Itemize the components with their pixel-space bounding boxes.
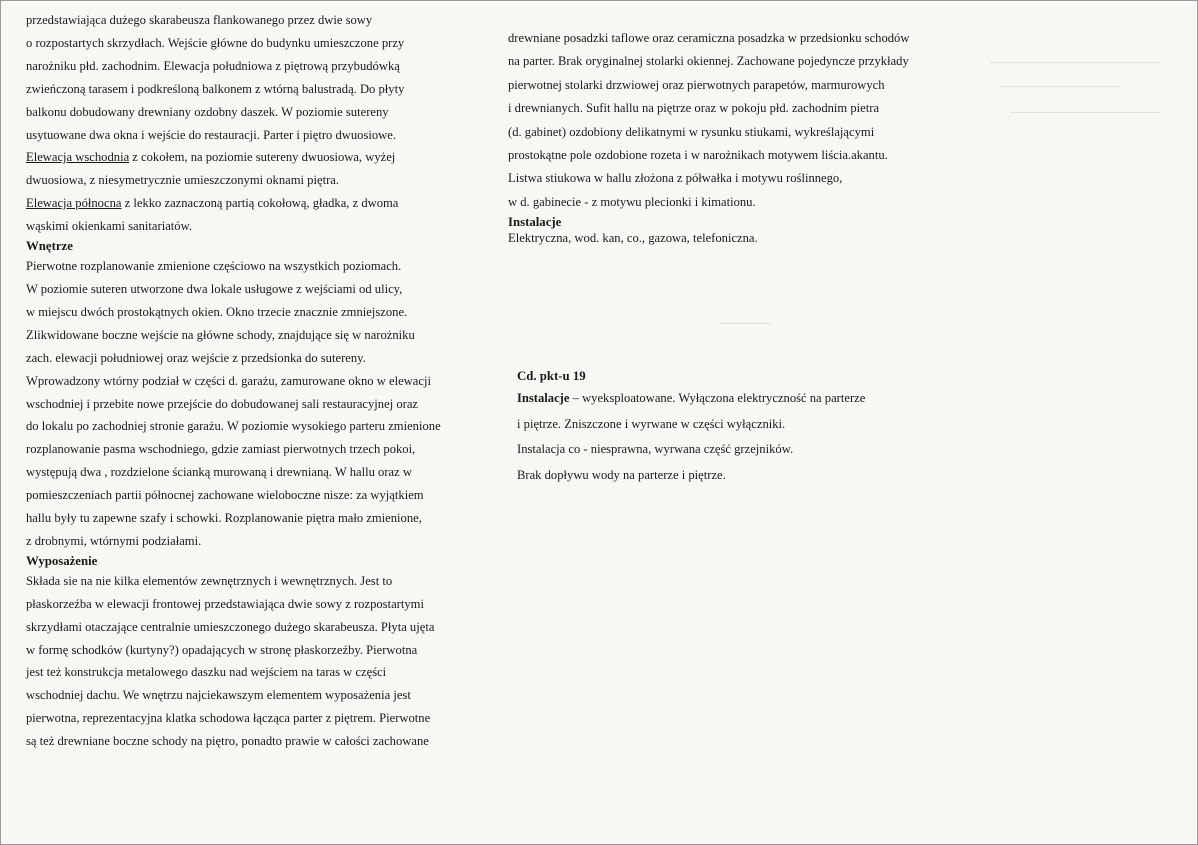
text-line xyxy=(26,192,496,215)
text-line: i piętrze. Zniszczone i wyrwane w części wyłączniki. xyxy=(517,416,786,431)
continuation-block xyxy=(517,366,937,488)
text-line: Listwa stiukowa w hallu złożona z półwałka i motywu roślinnego, xyxy=(508,171,843,186)
text-line: i drewnianych. Sufit hallu na piętrze oraz w pokoju płd. zachodnim pietra xyxy=(508,101,880,116)
text-line: hallu były tu zapewne szafy i schowki. Rozplanowanie piętra mało zmienione, xyxy=(26,511,422,526)
right-column xyxy=(508,27,978,246)
installations-label: Instalacje xyxy=(517,391,570,405)
scan-artifact xyxy=(1010,112,1160,113)
text-line: jest też konstrukcja metalowego daszku nad wejściem na taras w części xyxy=(26,665,387,680)
text-line: narożniku płd. zachodnim. Elewacja południowa z piętrową przybudówką xyxy=(26,58,400,73)
text-line: usytuowane dwa okna i wejście do restauracji. Parter i piętro dwuosiowe. xyxy=(26,127,397,142)
text-line: na parter. Brak oryginalnej stolarki okiennej. Zachowane pojedyncze przykłady xyxy=(508,54,909,69)
text-line: są też drewniane boczne schody na piętro, ponadto prawie w całości zachowane xyxy=(26,734,429,749)
text-line: występują dwa , rozdzielone ścianką murowaną i drewnianą. W hallu oraz w xyxy=(26,465,412,480)
text-line xyxy=(517,386,937,412)
text-line: Brak dopływu wody na parterze i piętrze. xyxy=(517,467,726,482)
text-line: w miejscu dwóch prostokątnych okien. Okno trzecie znacznie zmniejszone. xyxy=(26,304,408,319)
text-line: drewniane posadzki taflowe oraz ceramiczna posadzka w przedsionku schodów xyxy=(508,31,910,45)
scan-artifact xyxy=(1000,86,1120,87)
text-line: w formę schodków (kurtyny?) opadających w stronę płaskorzeźby. Pierwotna xyxy=(26,642,418,657)
furnishing-heading: Wyposażenie xyxy=(26,553,98,568)
continuation-title: Cd. pkt-u 19 xyxy=(517,369,586,383)
furnishing-continuation xyxy=(508,27,978,214)
left-column xyxy=(26,9,496,753)
text-line: zwieńczoną tarasem i podkreśloną balkonem z wtórną balustradą. Do płyty xyxy=(26,81,405,96)
text-line: rozplanowanie pasma wschodniego, gdzie zamiast pierwotnych trzech pokoi, xyxy=(26,442,416,457)
installations-heading: Instalacje xyxy=(508,215,562,230)
interior-paragraph xyxy=(26,255,496,553)
text-line: płaskorzeźba w elewacji frontowej przedstawiająca dwie sowy z rozpostartymi xyxy=(26,596,424,611)
text-line: W poziomie suteren utworzone dwa lokale usługowe z wejściami od ulicy, xyxy=(26,281,403,296)
text-line: do lokalu po zachodniej stronie garażu. W poziomie wysokiego parteru zmienione xyxy=(26,419,441,434)
text-line: w d. gabinecie - z motywu plecionki i kimationu. xyxy=(508,194,756,209)
east-elevation-label: Elewacja wschodnia xyxy=(26,150,130,165)
text-line: Instalacja co - niesprawna, wyrwana część grzejników. xyxy=(517,442,794,456)
text-line: dwuosiowa, z niesymetrycznie umieszczonymi oknami piętra. xyxy=(26,173,339,188)
text-line: Zlikwidowane boczne wejście na główne schody, znajdujące się w narożniku xyxy=(26,327,415,342)
text-line: Pierwotne rozplanowanie zmienione częściowo na wszystkich poziomach. xyxy=(26,259,402,274)
text-line: prostokątne pole ozdobione rozeta i w narożnikach motywem liścia.akantu. xyxy=(508,148,888,163)
text-line: wschodniej i przebite nowe przejście do dobudowanej sali restauracyjnej oraz xyxy=(26,396,419,411)
text-line: przedstawiająca dużego skarabeusza flankowanego przez dwie sowy xyxy=(26,13,373,27)
text-line: z drobnymi, wtórnymi podziałami. xyxy=(26,533,202,548)
interior-heading: Wnętrze xyxy=(26,239,73,254)
facade-paragraph xyxy=(26,9,496,146)
text-line: (d. gabinet) ozdobiony delikatnymi w rysunku stiukami, wykreślającymi xyxy=(508,124,875,139)
installations-text: Elektryczna, wod. kan, co., gazowa, telefoniczna. xyxy=(508,231,758,246)
text-line: skrzydłami otaczające centralnie umieszczonego dużego skarabeusza. Płyta ujęta xyxy=(26,619,435,634)
text-fragment: z cokołem, na poziomie sutereny dwuosiowa, wyżej xyxy=(129,150,396,165)
text-line: Wprowadzony wtórny podział w części d. garażu, zamurowane okno w elewacji xyxy=(26,373,431,388)
text-fragment: z lekko zaznaczoną partią cokołową, gładka, z dwoma xyxy=(121,196,399,211)
east-elevation-paragraph xyxy=(26,146,496,192)
north-elevation-label: Elewacja północna xyxy=(26,196,122,211)
text-line: pierwotnej stolarki drzwiowej oraz pierwotnych parapetów, marmurowych xyxy=(508,77,885,92)
text-line: wąskimi okienkami sanitariatów. xyxy=(26,219,193,234)
furnishing-paragraph xyxy=(26,570,496,753)
text-line xyxy=(26,146,496,169)
text-line: zach. elewacji południowej oraz wejście z przedsionka do sutereny. xyxy=(26,350,366,365)
text-line: pierwotna, reprezentacyjna klatka schodowa łącząca parter z piętrem. Pierwotne xyxy=(26,711,431,726)
text-line: pomieszczeniach partii północnej zachowane wieloboczne nisze: za wyjątkiem xyxy=(26,488,424,503)
text-fragment: – wyeksploatowane. Wyłączona elektryczność na parterze xyxy=(569,391,866,405)
scan-artifact xyxy=(990,62,1160,63)
north-elevation-paragraph xyxy=(26,192,496,238)
text-line: o rozpostartych skrzydłach. Wejście główne do budynku umieszczone przy xyxy=(26,35,405,50)
text-line: Składa sie na nie kilka elementów zewnętrznych i wewnętrznych. Jest to xyxy=(26,573,393,588)
text-line: balkonu dobudowany drewniany ozdobny daszek. W poziomie sutereny xyxy=(26,104,389,119)
text-line: wschodniej dachu. We wnętrzu najciekawszym elementem wyposażenia jest xyxy=(26,688,411,703)
scan-artifact xyxy=(720,323,770,324)
